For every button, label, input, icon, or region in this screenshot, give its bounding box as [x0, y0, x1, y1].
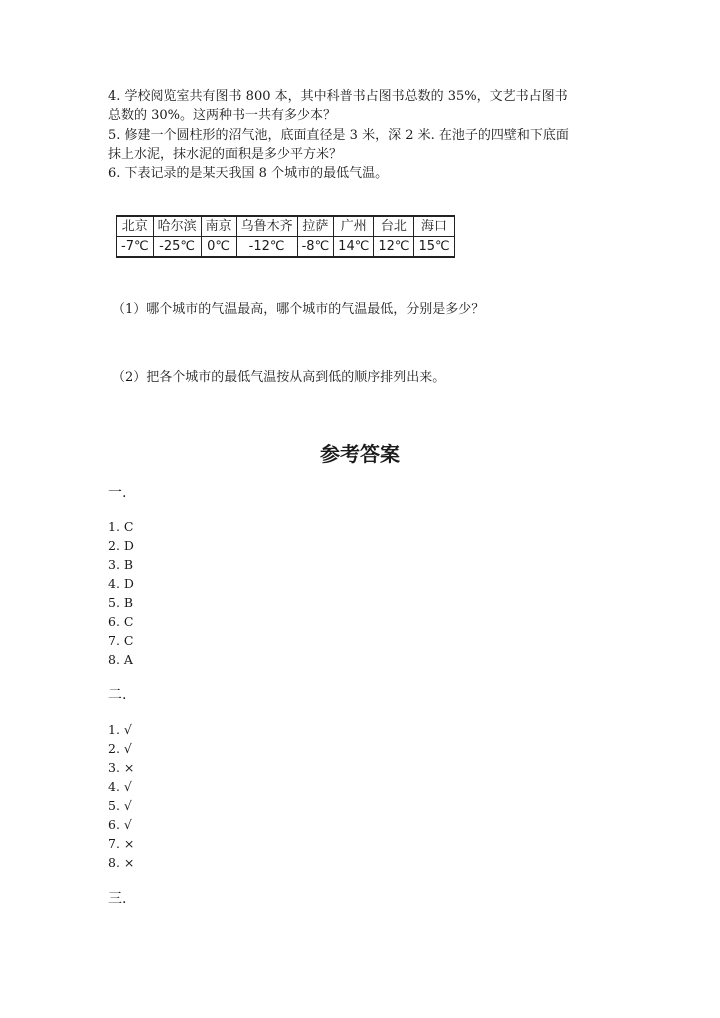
city-cell: 乌鲁木齐 — [236, 216, 297, 237]
sub-question-2: （2）把各个城市的最低气温按从高到低的顺序排列出来。 — [112, 370, 446, 385]
city-cell: 广州 — [334, 216, 374, 237]
answer-section-3-label: 三. — [108, 891, 127, 907]
city-cell: 海口 — [414, 216, 454, 237]
answer-item: 3. B — [108, 557, 134, 572]
answer-item: 8. A — [108, 652, 133, 667]
question-4-line-2: 总数的 30%。这两种书一共有多少本？ — [108, 108, 337, 123]
answer-item: 4. √ — [108, 779, 132, 794]
answer-item: 2. √ — [108, 741, 132, 756]
city-cell: 拉萨 — [297, 216, 334, 237]
answer-item: 1. √ — [108, 722, 132, 737]
answer-section-1-label: 一. — [108, 485, 127, 501]
temperature-cell: 12℃ — [374, 237, 414, 258]
question-5-line-2: 抹上水泥，抹水泥的面积是多少平方米？ — [108, 147, 343, 162]
answer-item: 7. × — [108, 836, 135, 851]
answer-item: 5. B — [108, 595, 134, 610]
temperature-cell: 15℃ — [414, 237, 454, 258]
answer-item: 7. C — [108, 633, 134, 648]
city-cell: 台北 — [374, 216, 414, 237]
answer-section-2-label: 二. — [108, 687, 127, 703]
temperature-table — [116, 215, 455, 258]
temperature-cell: 0℃ — [201, 237, 236, 258]
temperature-cell: -12℃ — [236, 237, 297, 258]
city-cell: 南京 — [201, 216, 236, 237]
temperature-cell: 14℃ — [334, 237, 374, 258]
question-5-line-1: 5. 修建一个圆柱形的沼气池，底面直径是 3 米，深 2 米. 在池子的四壁和下底面 — [108, 128, 569, 143]
answer-item: 6. √ — [108, 817, 132, 832]
city-cell: 哈尔滨 — [153, 216, 201, 237]
temperature-cell: -7℃ — [117, 237, 154, 258]
answer-section-1-list — [108, 517, 134, 669]
answer-item: 4. D — [108, 576, 134, 591]
answer-item: 3. × — [108, 760, 135, 775]
answer-item: 2. D — [108, 538, 134, 553]
answer-title: 参考答案 — [320, 442, 400, 466]
answer-item: 1. C — [108, 519, 134, 534]
temperature-row — [117, 237, 455, 258]
question-4-line-1: 4. 学校阅览室共有图书 800 本，其中科普书占图书总数的 35%，文艺书占图书 — [108, 89, 568, 104]
answer-item: 6. C — [108, 614, 134, 629]
question-6: 6. 下表记录的是某天我国 8 个城市的最低气温。 — [108, 166, 389, 181]
temperature-cell: -8℃ — [297, 237, 334, 258]
answer-item: 5. √ — [108, 798, 132, 813]
temperature-cell: -25℃ — [153, 237, 201, 258]
city-row — [117, 216, 455, 237]
answer-item: 8. × — [108, 855, 135, 870]
city-cell: 北京 — [117, 216, 154, 237]
sub-question-1: （1）哪个城市的气温最高，哪个城市的气温最低，分别是多少？ — [112, 302, 485, 317]
answer-section-2-list — [108, 720, 134, 872]
